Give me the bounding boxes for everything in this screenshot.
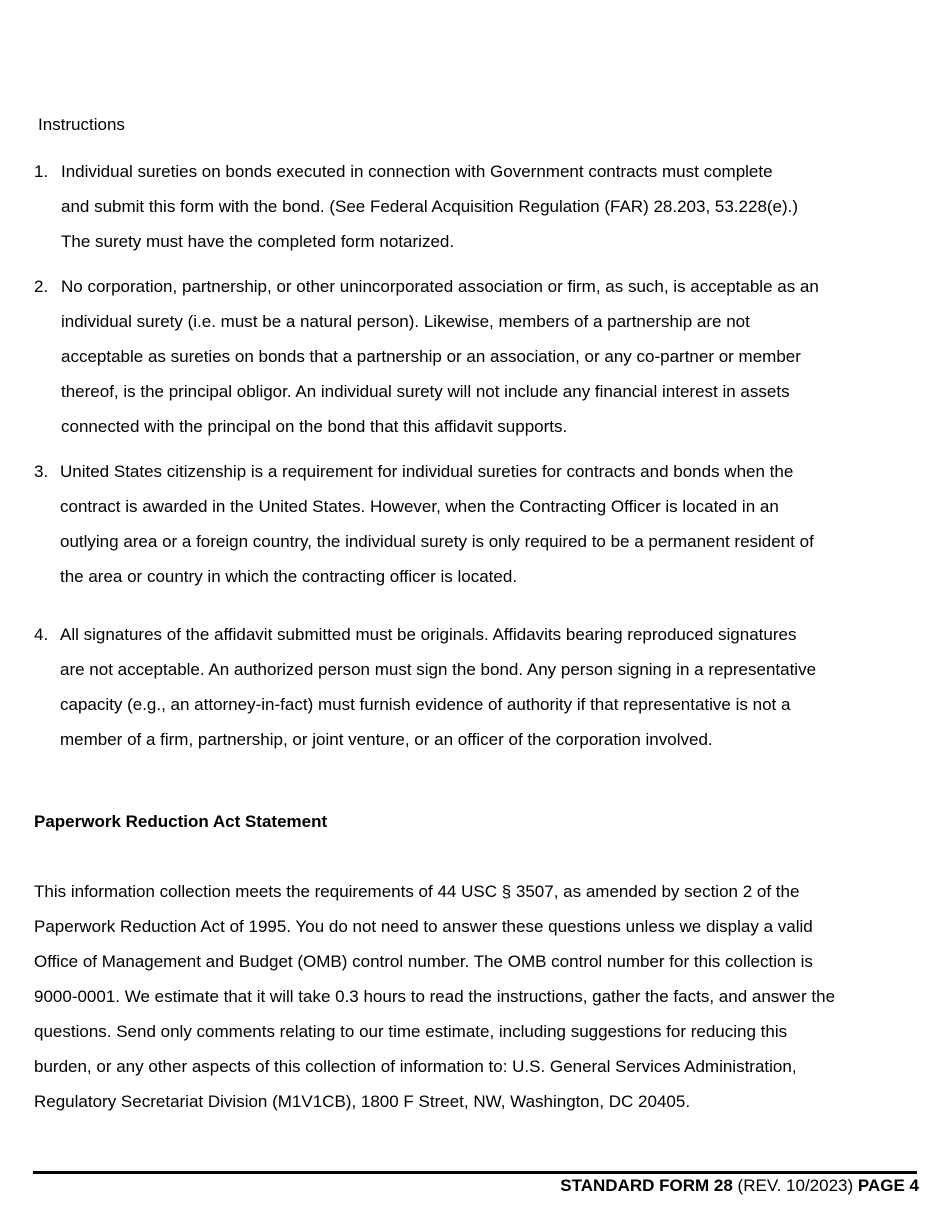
item-line: contract is awarded in the United States. However, when the Contracting Officer is located in an [60,497,779,516]
instruction-item-3 [34,454,920,594]
item-line: thereof, is the principal obligor. An individual surety will not include any financial interest in assets [61,382,790,401]
item-line: capacity (e.g., an attorney-in-fact) must furnish evidence of authority if that representative is not a [60,695,791,714]
item-line: member of a firm, partnership, or joint venture, or an officer of the corporation involved. [60,730,713,749]
item-text [60,454,920,594]
form-footer [560,1175,919,1197]
item-number: 1. [34,162,49,181]
item-line: The surety must have the completed form notarized. [61,232,455,251]
instructions-heading: Instructions [38,115,125,134]
form-revision: (REV. 10/2023) [737,1176,854,1195]
item-line: connected with the principal on the bond that this affidavit supports. [61,417,568,436]
instruction-item-2 [34,269,921,444]
item-line: individual surety (i.e. must be a natural person). Likewise, members of a partnership are not [61,312,750,331]
form-name: STANDARD FORM 28 [560,1176,733,1195]
pra-line: questions. Send only comments relating to our time estimate, including suggestions for reducing this [34,1022,788,1041]
item-number: 2. [34,277,49,296]
pra-line: 9000-0001. We estimate that it will take 0.3 hours to read the instructions, gather the facts, and answer the [34,987,836,1006]
item-number: 3. [34,462,49,481]
item-line: are not acceptable. An authorized person must sign the bond. Any person signing in a representative [60,660,817,679]
item-line: No corporation, partnership, or other unincorporated association or firm, as such, is acceptable as an [61,277,819,296]
instruction-item-4 [34,617,920,757]
item-line: Individual sureties on bonds executed in connection with Government contracts must complete [61,162,773,181]
item-line: All signatures of the affidavit submitted must be originals. Affidavits bearing reproduced signatures [60,625,797,644]
item-line: and submit this form with the bond. (See Federal Acquisition Regulation (FAR) 28.203, 53.228(e).) [61,197,799,216]
pra-line: This information collection meets the requirements of 44 USC § 3507, as amended by section 2 of the [34,882,800,901]
pra-line: Regulatory Secretariat Division (M1V1CB), 1800 F Street, NW, Washington, DC 20405. [34,1092,691,1111]
item-line: United States citizenship is a requirement for individual sureties for contracts and bonds when the [60,462,794,481]
item-number: 4. [34,625,49,644]
pra-line: burden, or any other aspects of this collection of information to: U.S. General Services Administration, [34,1057,797,1076]
footer-divider [33,1171,917,1174]
item-text [61,154,921,259]
item-line: acceptable as sureties on bonds that a partnership or an association, or any co-partner or member [61,347,801,366]
item-text [61,269,921,444]
page-number: PAGE 4 [857,1176,919,1195]
instruction-item-1 [34,154,921,259]
item-line: outlying area or a foreign country, the individual surety is only required to be a permanent resident of [60,532,814,551]
item-text [60,617,920,757]
pra-line: Paperwork Reduction Act of 1995. You do not need to answer these questions unless we display a valid [34,917,813,936]
pra-line: Office of Management and Budget (OMB) control number. The OMB control number for this collection is [34,952,813,971]
pra-statement [34,874,924,1119]
item-line: the area or country in which the contracting officer is located. [60,567,518,586]
pra-title: Paperwork Reduction Act Statement [34,812,328,831]
